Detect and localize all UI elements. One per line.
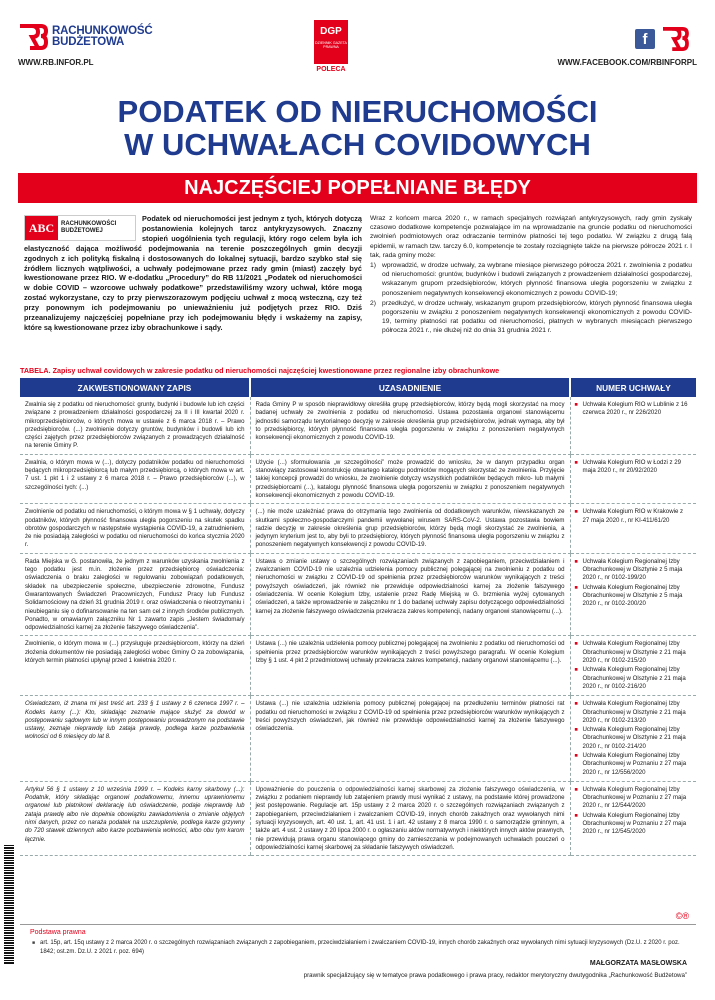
list-item-number: 2) [370,299,376,307]
resolution-number: ■ Uchwała Kolegium Regionalnej Izby Obrachunkowej w Olsztynie z 21 maja 2020 r., nr 0102-214/20 [575,726,692,751]
right-col-intro: Wraz z końcem marca 2020 r., w ramach specjalnych rozwiązań antykryzysowych, rady gmin zyskały czasowo dodatkowe kompetencje pozwalające im na wprowadzanie na gruncie podatku od nieruchomości zwolnień podmiotowych oraz odraczanie terminów płatności tej tego podatku. W związku z drugą falą epidemii, w ramach tzw. tarczy 6.0, kompetencje te zostały rozciągnięte także na pierwsze półrocze 2021 r. I tak, rada gminy może: [370,215,692,259]
brand-line2: BUDŻETOWA [52,36,125,48]
cell-uzasadnienie: Upoważnienie do pouczenia o odpowiedzialności karnej skarbowej za złożenie fałszywego oświadczenia, w związku z podaniem nieprawdy lub zatajeniem prawdy musi wynikać z ustawy, na podstawie której prowadzone jest postępowanie. Regulacje art. 15p ustawy z 2 marca 2020 r. o szczególnych rozwiązaniach związanych z zapobieganiem, przeciwdziałaniem i zwalczaniem COVID-19, innych chorób zakaźnych oraz wywołanych nimi sytuacji kryzysowych, art. 40 ust. 1, art. 41 ust. 1 i art. 42 ustawy z 8 marca 1990 r. o samorządzie gminnym, a także art. 4 ust. 2 ustawy z 20 lipca 2000 r. o ogłaszaniu aktów normatywnych i niektórych innych aktów prawnych, nie przewidują prawa organu stanowiącego gminy do zamieszczania w podejmowanych uchwałach pouczeń o odpowiedzialności karnej skarbowej za składanie fałszywych oświadczeń. [250,781,570,855]
copyright-icons: ©® [675,911,689,921]
title-line1: PODATEK OD NIERUCHOMOŚCI [117,94,598,129]
footer-separator [20,924,696,925]
table-caption: TABELA. Zapisy uchwał covidowych w zakresie podatku od nieruchomości najczęściej kwestionowane przez regionalne izby obrachunkowe [20,366,500,375]
resolution-number: ■ Uchwała Kolegium Regionalnej Izby Obrachunkowej w Poznaniu z 27 maja 2020 r., nr 12/545/2020 [575,812,692,837]
legal-basis-title: Podstawa prawna [30,929,86,936]
cell-uzasadnienie: Ustawa (...) nie uzależnia udzielenia pomocy publicznej polegającej na zwolnieniu z podatku od nieruchomości od spełnienia przez przedsiębiorców warunków wynikających z treści powyższego paragrafu. W ocenie Kolegium Izby § 1 ust. 4 pkt 2 przedmiotowej uchwały przekracza zakres kompetencji, nadany organowi stanowiącemu (...). [250,636,570,696]
resolution-number: ■ Uchwała Kolegium RIO w Łodzi z 29 maja 2020 r., nr 20/92/2020 [575,459,692,476]
resolution-number: ■ Uchwała Kolegium Regionalnej Izby Obrachunkowej w Olsztynie z 5 maja 2020 r., nr 0102-200/20 [575,584,692,609]
page-title [0,95,715,161]
cell-zapis: Zwolnienie, o którym mowa w (...) przysługuje przedsiębiorcom, którzy na dzień złożenia dokumentów nie posiadają zaległości wobec Gminy O za zobowiązania, których termin płatności upłynął przed 1 kwietnia 2020 r. [20,636,250,696]
cell-numer [570,504,696,553]
col-header-numer: NUMER UCHWAŁY [570,378,696,397]
resolution-number: ■ Uchwała Kolegium RIO w Lublinie z 16 czerwca 2020 r., nr 226/2020 [575,401,692,418]
resolution-number: ■ Uchwała Kolegium Regionalnej Izby Obrachunkowej w Olsztynie z 5 maja 2020 r., nr 0102-199/20 [575,558,692,583]
resolutions-table [20,378,696,856]
header [0,0,715,78]
table-row [20,397,696,454]
list-item [370,299,692,336]
intro-text: Podatek od nieruchomości jest jednym z tych, których dotyczą postanowienia kolejnych tarcz antykryzysowych. Znaczny stopień uogólnienia tych regulacji, który rogo celem była ich elastyczność dająca możliwość podejmowania na terenie poszczególnych gmin decyzji zgodnych z ich polityką fiskalną i dostosowanych do lokalnej sytuacji, bardzo szybko stał się źródłem licznych wątpliwości, a uchwały podejmowane przez rady gmin (miast) zaczęły być kwestionowane przez RIO. W e-dodatku „Procedury” do RB 11/2021 „Podatek od nieruchomości w dobie COVID – wzorcowe uchwały podatkowe” przedstawiliśmy wzory uchwał, które mogą zostać wykorzystane, czy to przy pierwszorazowym podjęciu uchwał z mocą wsteczną, czy też przy ponownym ich podejmowaniu po unieważnieniu już podjętych przez RIO. Dziś przeanalizujemy najczęściej popełniane przy ich podejmowaniu błędy i wskażemy na zapisy, które są kwestionowane przez izby obrachunkowe i sądy. [24,214,362,332]
url-right[interactable]: WWW.FACEBOOK.COM/RBINFORPL [557,58,697,67]
cell-zapis: Zwalnia się z podatku od nieruchomości: grunty, budynki i budowle lub ich części związane z prowadzeniem działalności gospodarczej za II i III kwartał 2020 r. mikroprzedsiębiorców, o których mowa w ustawie z 6 marca 2018 r. – Prawo przedsiębiorców. (...) zwolnienie dotyczy gruntów, budynków i budowli lub ich części zajętych przez przedsiębiorców związanych z prowadzących działalność na terenie Gminy P. [20,397,250,454]
cell-numer [570,636,696,696]
col-header-uzasadnienie: UZASADNIENIE [250,378,570,397]
rb-logo[interactable] [18,24,152,50]
list-item-text: przedłużyć, w drodze uchwały, wskazanym grupom przedsiębiorców, których płynność finansowa uległa pogorszeniu w związku z ponoszeniem negatywnych konsekwencji ekonomicznych z powodu COVID-19, terminy płatności rat podatku od nieruchomości, płatnych w wybranych miesiącach pierwszego półrocza 2021 r., nie dłużej niż do dnia 31 grudnia 2021 r. [382,299,692,335]
resolution-number: ■ Uchwała Kolegium Regionalnej Izby Obrachunkowej w Olsztynie z 21 maja 2020 r., nr 0102-216/20 [575,666,692,691]
cell-uzasadnienie: Rada Gminy P w sposób nieprawidłowy określiła grupę przedsiębiorców, którzy będą mogli skorzystać na mocy badanej uchwały ze zwolnienia z podatku od nieruchomości. Ustawa pozostawia organowi stanowiącemu jednostki samorządu terytorialnego decyzję w zakresie określenia grup przedsiębiorców, jednak wymaga, aby był to przedsiębiorcy, których płynność finansowa uległa pogorszeniu w związku z ponoszeniem negatywnych konsekwencji ekonomicznych z powodu COVID-19. [250,397,570,454]
table-row [20,696,696,782]
cell-zapis: Rada Miejska w G. postanowiła, że jednym z warunków uzyskania zwolnienia z tego podatku jest m.in. złożenie przez przedsiębiorcę oświadczenia: oświadczenia o braku zaległości w regulowaniu zobowiązań podatkowych, składek na ubezpieczenie społeczne, ubezpieczenie zdrowotne, Fundusz Gwarantowanych Świadczeń Pracowniczych, Fundusz Pracy lub Fundusz Solidarnościowy na dzień 31 grudnia 2019 r. oraz oświadczenia o nieotrzymaniu i nieubieganiu się o dofinansowanie na ten sam cel z innych środków publicznych. Ponadto, w omawianym załączniku Nr 1 zawarto zapis „Jestem świadoma/y odpowiedzialności karnej za złożenie fałszywego oświadczenia”. [20,553,250,636]
cell-numer [570,454,696,503]
dgp-full: DZIENNIK GAZETA PRAWNA [315,41,347,49]
url-left[interactable]: WWW.RB.INFOR.PL [18,58,94,67]
cell-uzasadnienie: Ustawa o zmianie ustawy o szczególnych rozwiązaniach związanych z zapobieganiem, przeciwdziałaniem i zwalczaniem COVID-19 nie uzależnia udzielenia pomocy publicznej polegającej na zwolnieniu z podatku od nieruchomości w związku z COVID-19 od spełnienia przez przedsiębiorców warunków wynikających z treści powyższych oświadczeń, jak również nie przewiduje odpowiedzialności karnej za złożenie fałszywego oświadczenia. W ocenie Kolegium Izby, ustalenie przez Radę Miejską w G. brzmienia wyżej cytowanych oświadczeń, a także wprowadzenie w załączniku nr 1 do badanej uchwały zapisu dotyczącego odpowiedzialności karnej za złożenie fałszywego oświadczenia przekracza zakres kompetencji, nadany organowi stanowiącemu (...). [250,553,570,636]
rb-logo-text [52,26,152,48]
cell-zapis: Artykuł 56 § 1 ustawy z 10 września 1999 r. – Kodeks karny skarbowy (...): Podatnik, który składając organowi podatkowemu, innemu uprawnionemu organowi lub płatnikowi deklarację lub oświadczenie, podaje nieprawdę lub zataja prawdę albo nie dopełnia obowiązku zawiadomienia o zmianie objętych nimi danych, przez co naraża podatek na uszczuplenie, podlega karze grzywny do 720 stawek dziennych albo karze pozbawienia wolności, albo obu tym karom łącznie. [20,781,250,855]
resolution-number: ■ Uchwała Kolegium Regionalnej Izby Obrachunkowej w Olsztynie z 21 maja 2020 r., nr 0102-213/20 [575,700,692,725]
right-column [370,214,692,337]
table-header-row [20,378,696,397]
brand-line1: RACHUNKOWOŚĆ [52,25,153,37]
cell-numer [570,696,696,782]
resolution-number: ■ Uchwała Kolegium Regionalnej Izby Obrachunkowej w Poznaniu z 27 maja 2020 r., nr 12/556/2020 [575,752,692,777]
abc-badge [24,215,136,241]
dgp-logo[interactable] [314,20,348,64]
table-row [20,454,696,503]
author-description: prawnik specjalizujący się w tematyce prawa podatkowego i prawa pracy, redaktor merytoryczny dwutygodnika „Rachunkowość Budżetowa” [303,972,687,979]
subtitle-banner: NAJCZĘŚCIEJ POPEŁNIANE BŁĘDY [18,173,697,203]
list-item-number: 1) [370,262,376,270]
legal-basis-text: ■ art. 15p, art. 15q ustawy z 2 marca 2020 r. o szczególnych rozwiązaniach związanych z zapobieganiem, przeciwdziałaniem i zwalczaniem COVID-19, innych chorób zakaźnych oraz wywołanych nimi sytuacji kryzysowych (Dz.U. z 2020 r. poz. 1842; ost.zm. Dz.U. z 2021 r. poz. 694) [32,939,694,956]
rb-logo-mark-icon [18,24,48,50]
cell-zapis: Zwolnienie od podatku od nieruchomości, o którym mowa w § 1 uchwały, dotyczy podatników, których płynność finansowa uległa pogorszeniu na skutek spadku obrotów gospodarczych w następstwie wystąpienia COVID-19, a zatrudnieniem, że nie posiadają zaległości w podatku od nieruchomości do końca stycznia 2020 r. [20,504,250,553]
table-row [20,504,696,553]
cell-zapis: Zwalnia, o którym mowa w (...), dotyczy podatników podatku od nieruchomości będących mikroprzedsiębiorcą lub małym przedsiębiorcą, o których mowa w art. 7 ust. 1 pkt 1 i 2 ustawy z 6 marca 2018 r. – Prawo przedsiębiorców (...), w szczególności tych: (...) [20,454,250,503]
facebook-icon[interactable]: f [635,29,655,49]
list-item-text: wprowadzić, w drodze uchwały, za wybrane miesiące pierwszego półrocza 2021 r. zwolnienia z podatku od nieruchomości: gruntów, budynków i budowli związanych z prowadzeniem działalności gospodarczej, wskazanym grupom przedsiębiorców, których płynność finansowa uległa pogorszeniu w związku z ponoszeniem negatywnych konsekwencji ekonomicznych z powodu COVID-19; [382,262,692,297]
abc-label: ABC [25,216,58,240]
resolution-number: ■ Uchwała Kolegium RIO w Krakowie z 27 maja 2020 r., nr KI-411/61/20 [575,508,692,525]
col-header-zapis: ZAKWESTIONOWANY ZAPIS [20,378,250,397]
author-name: MAŁGORZATA MASŁOWSKA [589,960,687,967]
cell-numer [570,553,696,636]
polec-label: POLECA [316,66,346,73]
badge-text [61,221,116,235]
table-row [20,636,696,696]
table-row [20,553,696,636]
cell-uzasadnienie: (...) nie może uzależniać prawa do otrzymania tego zwolnienia od dodatkowych warunków, niewskazanych ze skutkami społeczno-gospodarczymi pandemii wywołanej wirusem SARS-CoV-2. Ustawa pozostawia bowiem radzie decyzję w zakresie określenia grup przedsiębiorców, którzy będą mogli skorzystać ze zwolnienia, a jedynym kryterium jest to, aby byli to przedsiębiorcy, których płynność finansowa uległa pogorszeniu w związku z ponoszeniem negatywnych konsekwencji z powodu COVID-19. [250,504,570,553]
cell-uzasadnienie: Ustawa (...) nie uzależnia udzielenia pomocy publicznej polegającej na przedłużeniu terminów płatności rat podatku od nieruchomości w związku z COVID-19 od spełnienia przez przedsiębiorców warunków wynikających z treści powyższych oświadczeń, jak również nie przewiduje odpowiedzialności karnej za złożenie fałszywego oświadczenia. [250,696,570,782]
barcode [4,845,14,965]
rb-mark-icon [660,27,690,51]
resolution-number: ■ Uchwała Kolegium Regionalnej Izby Obrachunkowej w Poznaniu z 27 maja 2020 r., nr 12/544/2020 [575,786,692,811]
cell-numer [570,781,696,855]
cell-uzasadnienie: Użycie (...) sformułowania „w szczególności” może prowadzić do wniosku, że w danym przypadku organ stanowiący zastosował konstrukcję otwartego katalogu podmiotów mogących skorzystać ze zwolnienia. Przyjęcie takiej koncepcji prowadzi do wniosku, że zwolnienie dotyczy wszystkich podatników będących mikro- lub małymi przedsiębiorcami (...), katalogu płynność finansowa uległa pogorszeniu w związku z ponoszeniem negatywnych konsekwencji ekonomicznych z powodu COVID-19. [250,454,570,503]
list-item [370,261,692,298]
table-row [20,781,696,855]
table-body [20,397,696,856]
resolution-number: ■ Uchwała Kolegium Regionalnej Izby Obrachunkowej w Olsztynie z 21 maja 2020 r., nr 0102-215/20 [575,640,692,665]
badge-line1: RACHUNKOWOŚCI [61,221,117,227]
dgp-short: DGP [320,26,342,37]
competence-list [370,261,692,336]
cell-numer [570,397,696,454]
cell-zapis: Oświadczam, iż znana mi jest treść art. 233 § 1 ustawy z 6 czerwca 1997 r. – Kodeks karny (...): Kto, składając zeznanie mające służyć za dowód w postępowaniu sądowym lub w innym postępowaniu prowadzonym na podstawie ustawy, zeznaje nieprawdę lub zataja prawdę, podlega karze pozbawienia wolności od 6 miesięcy do lat 8. [20,696,250,782]
badge-line2: BUDŻETOWEJ [61,228,103,234]
title-line2: W UCHWAŁACH COVIDOWYCH [124,127,591,162]
